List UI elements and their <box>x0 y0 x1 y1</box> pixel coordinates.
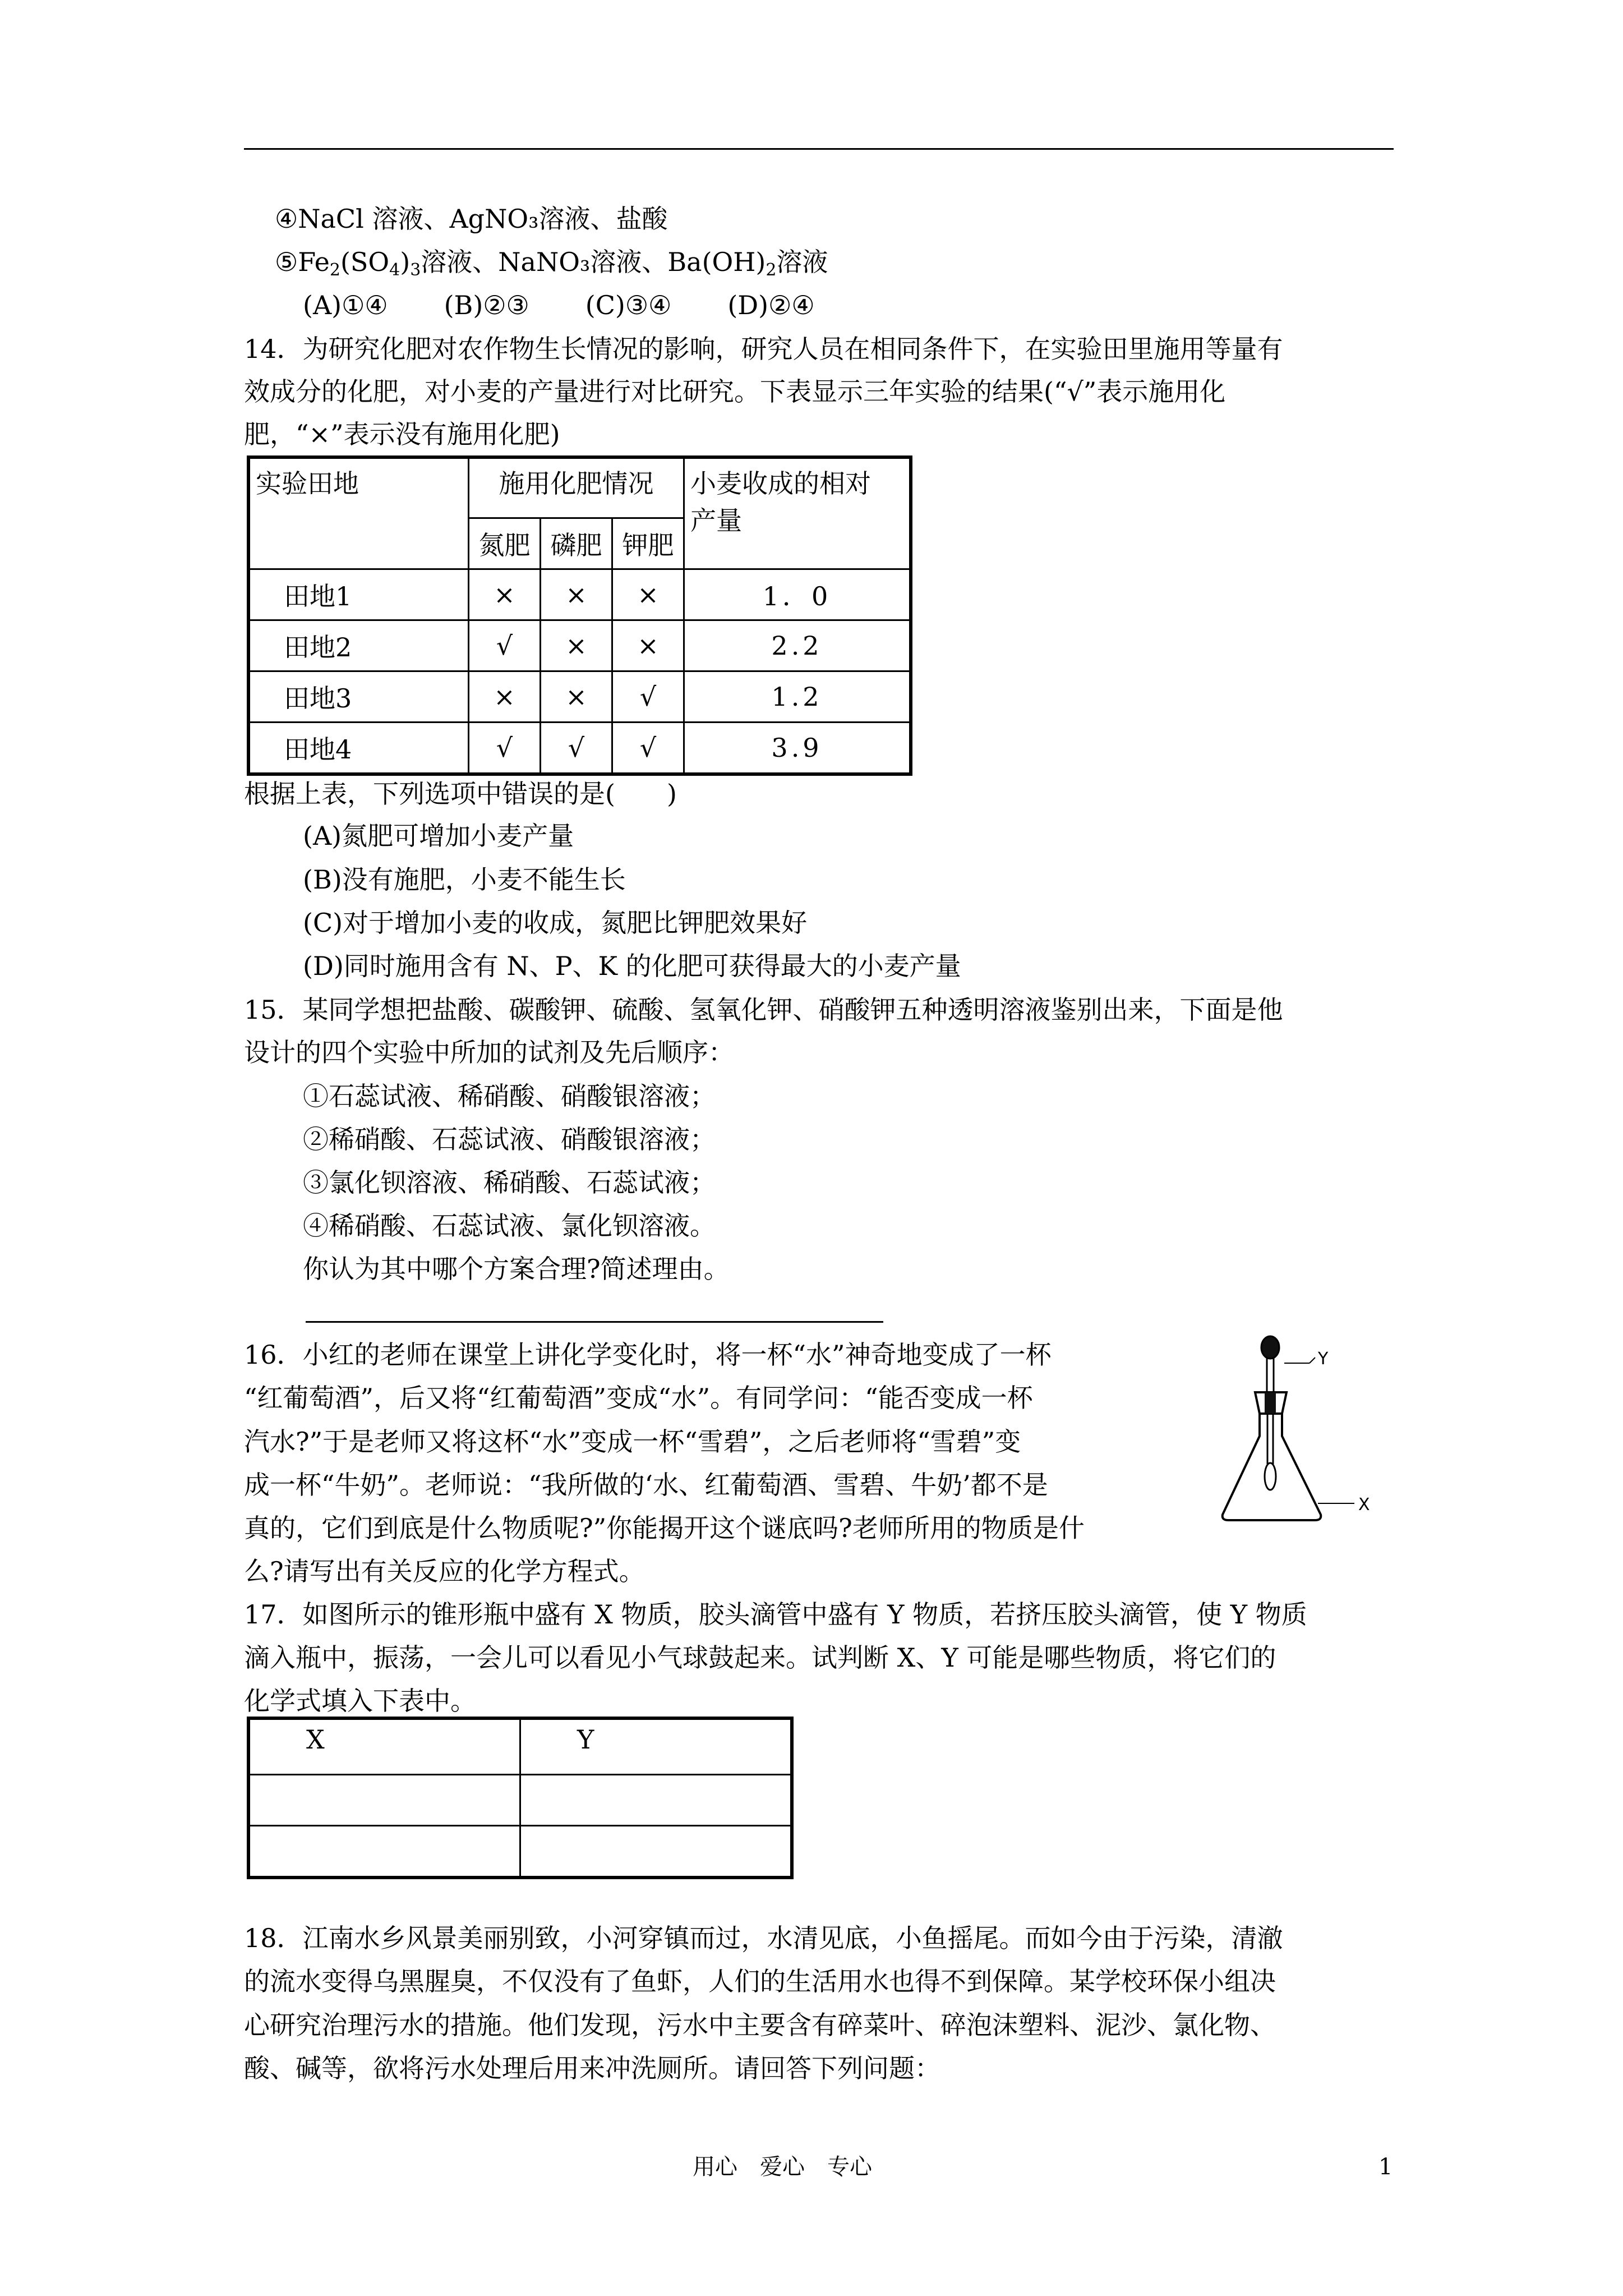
answer-cell-x[interactable] <box>248 1775 520 1826</box>
q13-options <box>303 288 871 322</box>
subheader-nitrogen: 氮肥 <box>469 518 541 569</box>
label-x: X <box>1358 1495 1370 1515</box>
q14-stem-line-2: 效成分的化肥，对小麦的产量进行对比研究。下表显示三年实验的结果(“√”表示施用化 <box>244 376 1226 407</box>
q18-line-3: 心研究治理污水的措施。他们发现，污水中主要含有碎菜叶、碎泡沫塑料、泥沙、氯化物、 <box>244 2010 1276 2040</box>
subheader-phosphorus: 磷肥 <box>541 518 612 569</box>
page-number: 1 <box>1378 2154 1393 2180</box>
header-fertilizer: 施用化肥情况 <box>469 457 684 518</box>
q18-line-4: 酸、碱等，欲将污水处理后用来冲洗厕所。请回答下列问题： <box>244 2053 940 2083</box>
q16-line-1: 16．小红的老师在课堂上讲化学变化时，将一杯“水”神奇地变成了一杯 <box>244 1340 1052 1370</box>
subheader-potassium: 钾肥 <box>612 518 684 569</box>
q16-line-6: 么?请写出有关反应的化学方程式。 <box>244 1556 645 1586</box>
q17-line-2: 滴入瓶中，振荡，一会儿可以看见小气球鼓起来。试判断 X、Y 可能是哪些物质，将它们的 <box>244 1642 1276 1673</box>
q13-item-4: ④NaCl 溶液、AgNO₃溶液、盐酸 <box>275 204 668 234</box>
q13-item-5: $⑤Fe_2(SO_4)_3$溶液、NaNO₃溶液、$Ba(OH)_2$溶液 <box>275 247 828 280</box>
header-x: X <box>248 1718 520 1775</box>
q13-option-b: (B)②③ <box>444 290 529 320</box>
answer-cell-y[interactable] <box>520 1826 792 1878</box>
q18-line-2: 的流水变得乌黑腥臭，不仅没有了鱼虾，人们的生活用水也得不到保障。某学校环保小组决 <box>244 1966 1276 1996</box>
label-y: Y <box>1318 1349 1329 1369</box>
answer-cell-y[interactable] <box>520 1775 792 1826</box>
q14-option-c: (C)对于增加小麦的收成，氮肥比钾肥效果好 <box>303 908 808 938</box>
q16-line-2: “红葡萄酒”，后又将“红葡萄酒”变成“水”。有同学问：“能否变成一杯 <box>244 1383 1033 1413</box>
table-row: 田地2 √ × × 2.2 <box>248 620 911 671</box>
table-row: 田地4 √ √ √ 3.9 <box>248 723 911 775</box>
q16-line-5: 真的，它们到底是什么物质呢?”你能揭开这个谜底吗?老师所用的物质是什 <box>244 1513 1085 1543</box>
q17-line-1: 17．如图所示的锥形瓶中盛有 X 物质，胶头滴管中盛有 Y 物质，若挤压胶头滴管，使 Y 物质 <box>244 1599 1307 1630</box>
q15-stem-line-1: 15．某同学想把盐酸、碳酸钾、硫酸、氢氧化钾、硝酸钾五种透明溶液鉴别出来，下面是他 <box>244 995 1283 1025</box>
q13-option-d: (D)②④ <box>727 290 815 320</box>
table-row: 田地1 × × × 1．0 <box>248 569 911 620</box>
q16-line-4: 成一杯“牛奶”。老师说：“我所做的‘水、红葡萄酒、雪碧、牛奶’都不是 <box>244 1470 1048 1500</box>
footer-motto: 用心 爱心 专心 <box>693 2154 872 2180</box>
q17-line-3: 化学式填入下表中。 <box>244 1686 476 1716</box>
flask-diagram <box>1211 1329 1396 1531</box>
fertilizer-table <box>247 455 912 776</box>
q15-ask: 你认为其中哪个方案合理?简述理由。 <box>303 1254 730 1284</box>
xy-answer-table <box>247 1717 794 1879</box>
answer-cell-x[interactable] <box>248 1826 520 1878</box>
q15-item-4: ④稀硝酸、石蕊试液、氯化钡溶液。 <box>303 1211 716 1241</box>
q13-option-c: (C)③④ <box>585 290 672 320</box>
header-yield: 小麦收成的相对 产量 <box>684 457 911 569</box>
table-row: 田地3 × × √ 1.2 <box>248 671 911 723</box>
q14-stem-line-1: 14．为研究化肥对农作物生长情况的影响，研究人员在相同条件下，在实验田里施用等量有 <box>244 334 1283 364</box>
q15-item-2: ②稀硝酸、石蕊试液、硝酸银溶液； <box>303 1124 716 1154</box>
table-row <box>248 1775 792 1826</box>
q18-line-1: 18．江南水乡风景美丽别致，小河穿镇而过，水清见底，小鱼摇尾。而如今由于污染，清澈 <box>244 1923 1283 1953</box>
q15-item-3: ③氯化钡溶液、稀硝酸、石蕊试液； <box>303 1167 716 1198</box>
header-rule <box>244 148 1394 150</box>
q13-option-a: (A)①④ <box>303 290 388 320</box>
header-field: 实验田地 <box>248 457 469 569</box>
answer-line <box>306 1321 883 1323</box>
q14-option-d: (D)同时施用含有 N、P、K 的化肥可获得最大的小麦产量 <box>303 951 961 981</box>
q15-stem-line-2: 设计的四个实验中所加的试剂及先后顺序： <box>244 1037 734 1068</box>
q14-stem-line-3: 肥，“×”表示没有施用化肥) <box>244 419 560 449</box>
q15-item-1: ①石蕊试液、稀硝酸、硝酸银溶液； <box>303 1081 716 1111</box>
header-y: Y <box>520 1718 792 1775</box>
q14-option-b: (B)没有施肥，小麦不能生长 <box>303 864 626 895</box>
table-row <box>248 1826 792 1878</box>
q16-line-3: 汽水?”于是老师又将这杯“水”变成一杯“雪碧”，之后老师将“雪碧”变 <box>244 1427 1021 1457</box>
q14-question: 根据上表，下列选项中错误的是( ) <box>244 779 677 809</box>
q14-option-a: (A)氮肥可增加小麦产量 <box>303 821 574 851</box>
